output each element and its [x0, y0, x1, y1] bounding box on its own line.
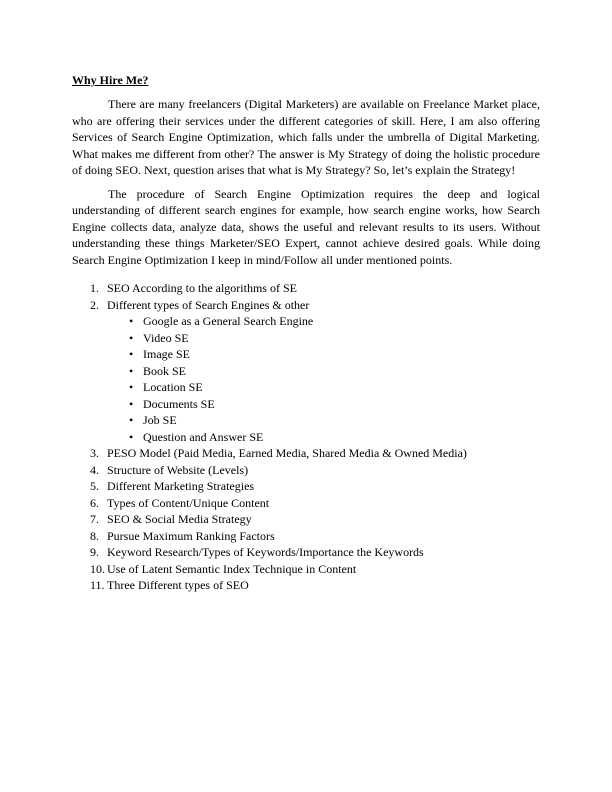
list-item-text: Different Marketing Strategies [107, 479, 255, 493]
sublist-item [72, 396, 540, 413]
list-item-text: SEO & Social Media Strategy [107, 512, 252, 526]
sublist-item [72, 363, 540, 380]
sublist-item-text: Book SE [143, 363, 187, 378]
document-page [72, 72, 540, 594]
list-number: 10. [90, 561, 105, 576]
sublist-item-text: Job SE [143, 413, 177, 427]
list-number: 6. [90, 495, 99, 510]
bullet-icon: • [129, 363, 134, 378]
list-number: 11. [90, 578, 105, 592]
list-number: 1. [90, 281, 99, 295]
list-item-text: PESO Model (Paid Media, Earned Media, Shared Media & Owned Media) [107, 446, 467, 460]
sublist-item [72, 330, 540, 347]
list-item [72, 511, 540, 528]
bullet-icon: • [129, 380, 134, 394]
list-number: 5. [90, 479, 99, 493]
list-item-text: Pursue Maximum Ranking Factors [107, 528, 275, 543]
list-item [72, 528, 540, 545]
sublist-item [72, 429, 540, 446]
sublist-item [72, 346, 540, 363]
list-item-text: Structure of Website (Levels) [107, 462, 249, 477]
list-number: 9. [90, 545, 99, 559]
list-item-text: Use of Latent Semantic Index Technique in Content [107, 561, 357, 576]
strategy-list [72, 280, 540, 313]
list-item [72, 478, 540, 495]
list-item [72, 495, 540, 512]
paragraph-procedure: The procedure of Search Engine Optimization requires the deep and logical understanding of different search engines for example, how search engine works, how Search Engine collects data, analyze data, shows the useful and relevant results to its users. Without understanding these things Marketer/SEO Expert, cannot achieve desired goals. While doing Search Engine Optimization I keep in mind/Follow all under mentioned points. [72, 186, 540, 267]
sublist-item-text: Location SE [143, 380, 203, 394]
list-number: 8. [90, 528, 99, 543]
list-item [72, 445, 540, 462]
list-number: 2. [90, 297, 99, 312]
sublist-item-text: Question and Answer SE [143, 429, 264, 444]
list-item [72, 561, 540, 578]
list-number: 7. [90, 512, 99, 526]
bullet-icon: • [129, 314, 134, 328]
bullet-icon: • [129, 347, 134, 361]
list-item-text: Three Different types of SEO [107, 578, 249, 592]
heading: Why Hire Me? [72, 73, 149, 87]
bullet-icon: • [129, 413, 134, 427]
list-item-text: Keyword Research/Types of Keywords/Importance the Keywords [107, 545, 424, 559]
list-item [72, 462, 540, 479]
paragraph-intro: There are many freelancers (Digital Marketers) are available on Freelance Market place, who are offering their services under the different categories of skill. Here, I am also offering Services of Search Engine Optimization, which falls under the umbrella of Digital Marketing. What makes me different from other? The answer is My Strategy of doing the holistic procedure of doing SEO. Next, question arises that what is My Strategy? So, let’s explain the Strategy! [72, 97, 540, 177]
bullet-icon: • [129, 396, 134, 411]
strategy-list-continued [72, 445, 540, 594]
list-item-text: Different types of Search Engines & other [107, 297, 310, 312]
list-item [72, 297, 540, 314]
sublist-item [72, 412, 540, 429]
list-item-text: SEO According to the algorithms of SE [107, 281, 297, 295]
list-item-text: Types of Content/Unique Content [107, 495, 270, 510]
sublist-item-text: Google as a General Search Engine [143, 314, 314, 328]
bullet-icon: • [129, 429, 134, 444]
sublist-item [72, 313, 540, 330]
sublist-item-text: Image SE [143, 347, 190, 361]
bullet-icon: • [129, 330, 134, 345]
list-item [72, 280, 540, 297]
list-item [72, 577, 540, 594]
sublist-item-text: Video SE [143, 330, 189, 345]
sublist-item-text: Documents SE [143, 396, 215, 411]
sublist-item [72, 379, 540, 396]
list-number: 3. [90, 446, 99, 460]
list-number: 4. [90, 462, 99, 477]
list-item [72, 544, 540, 561]
search-engine-sublist [72, 313, 540, 445]
